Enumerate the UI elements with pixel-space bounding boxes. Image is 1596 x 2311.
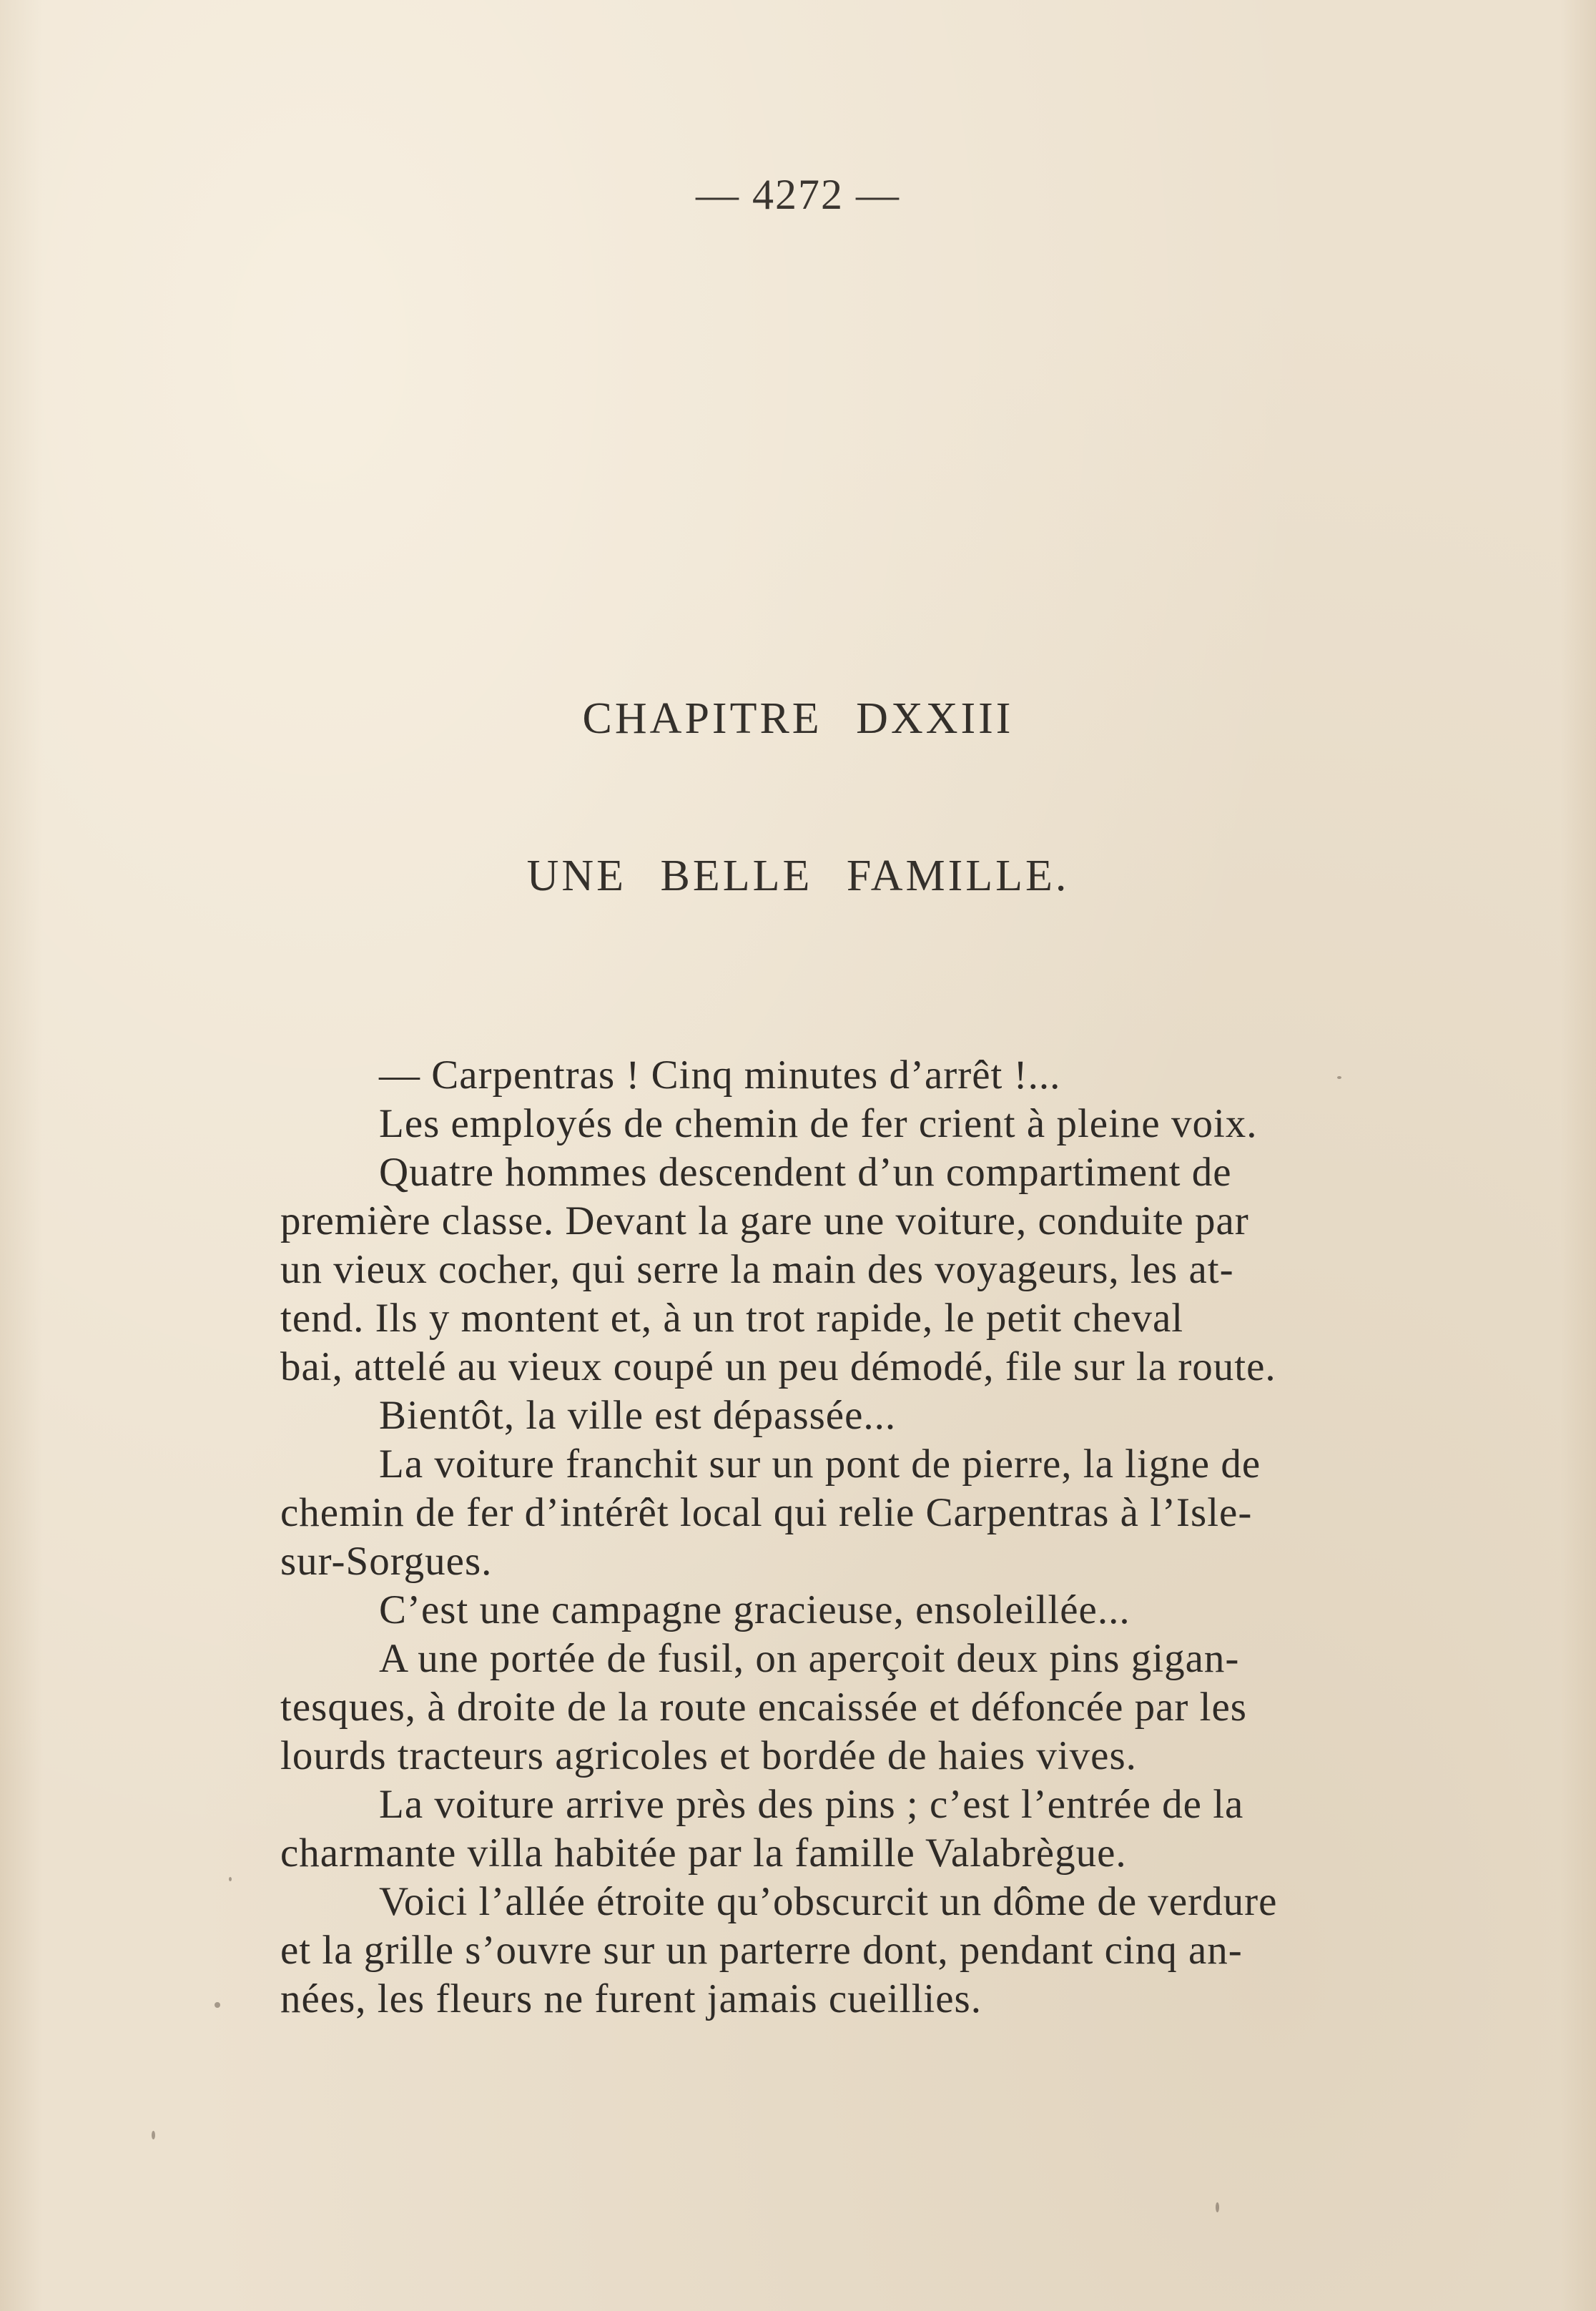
text-line: lourds tracteurs agricoles et bordée de haies vives. (280, 1733, 1137, 1778)
text-line: bai, attelé au vieux coupé un peu démodé, file sur la route. (280, 1344, 1276, 1389)
chapter-heading: CHAPITRE DXXIII (582, 694, 1014, 743)
text-line: sur-Sorgues. (280, 1539, 493, 1584)
text-line: — Carpentras ! Cinq minutes d’arrêt !... (379, 1053, 1061, 1098)
text-line: La voiture franchit sur un pont de pierre, la ligne de (379, 1442, 1261, 1487)
text-line: C’est une campagne gracieuse, ensoleillée... (379, 1587, 1130, 1632)
text-line: un vieux cocher, qui serre la main des voyageurs, les at- (280, 1247, 1234, 1292)
page-number: — 4272 — (696, 171, 900, 218)
text-line: première classe. Devant la gare une voiture, conduite par (280, 1198, 1249, 1243)
text-line: chemin de fer d’intérêt local qui relie Carpentras à l’Isle- (280, 1490, 1253, 1535)
text-line: Les employés de chemin de fer crient à pleine voix. (379, 1101, 1258, 1146)
text-line: nées, les fleurs ne furent jamais cueillies. (280, 1976, 982, 2021)
chapter-title: UNE BELLE FAMILLE. (526, 852, 1070, 900)
paper-speck (229, 1877, 232, 1881)
body-text (280, 1051, 1499, 2024)
text-line: et la grille s’ouvre sur un parterre dont, pendant cinq an- (280, 1928, 1243, 1973)
text-line: Voici l’allée étroite qu’obscurcit un dôme de verdure (379, 1879, 1278, 1924)
text-line: Quatre hommes descendent d’un compartiment de (379, 1150, 1232, 1195)
text-line: tend. Ils y montent et, à un trot rapide, le petit cheval (280, 1296, 1184, 1341)
text-line: A une portée de fusil, on aperçoit deux pins gigan- (379, 1636, 1240, 1681)
text-line: tesques, à droite de la route encaissée et défoncée par les (280, 1685, 1247, 1730)
paper-speck (215, 2002, 220, 2008)
paper-speck (152, 2131, 155, 2139)
text-line: charmante villa habitée par la famille Valabrègue. (280, 1830, 1127, 1876)
text-line: La voiture arrive près des pins ; c’est l’entrée de la (379, 1782, 1244, 1827)
text-line: Bientôt, la ville est dépassée... (379, 1393, 897, 1438)
paper-speck (1216, 2202, 1219, 2212)
